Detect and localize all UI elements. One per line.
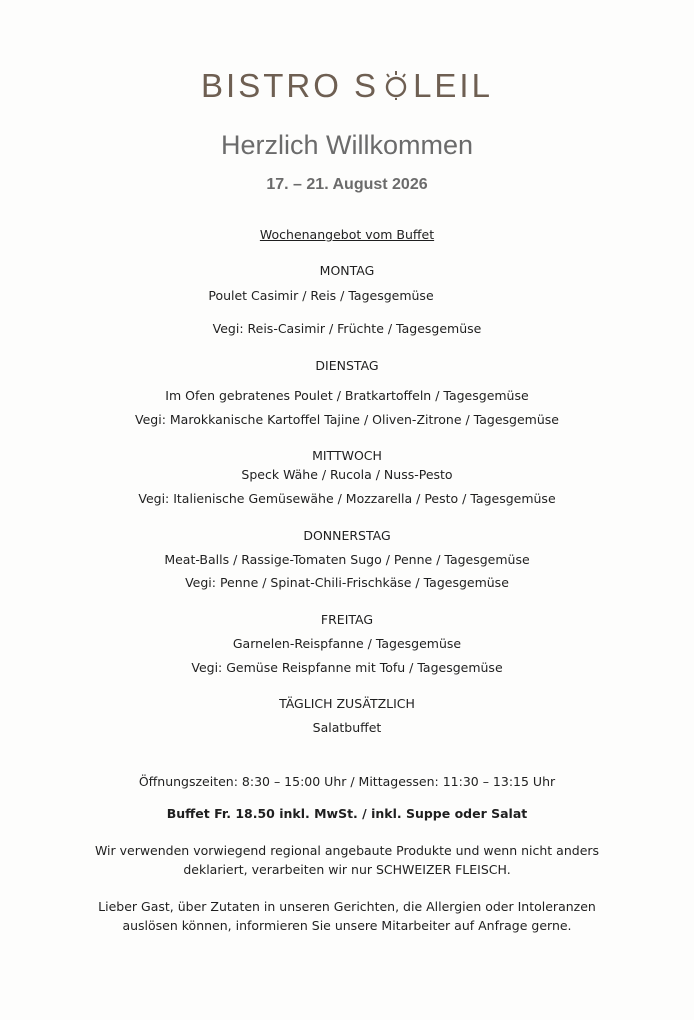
section-heading: Wochenangebot vom Buffet <box>259 227 435 242</box>
page-title: Herzlich Willkommen <box>220 130 474 160</box>
day-name-dienstag: DIENSTAG <box>315 358 379 373</box>
menu-item: Garnelen-Reispfanne / Tagesgemüse <box>232 636 462 651</box>
day-name-freitag: FREITAG <box>320 612 374 627</box>
day-name-mittwoch: MITTWOCH <box>312 448 382 463</box>
menu-item-vegi: Vegi: Reis-Casimir / Früchte / Tagesgemüse <box>212 321 482 336</box>
menu-item-vegi: Vegi: Italienische Gemüsewähe / Mozzarella / Pesto / Tagesgemüse <box>138 491 556 506</box>
menu-item: Salatbuffet <box>312 720 382 735</box>
buffet-price: Buffet Fr. 18.50 inkl. MwSt. / inkl. Suppe oder Salat <box>166 806 528 821</box>
origin-note-line-1: Wir verwenden vorwiegend regional angebaute Produkte und wenn nicht anders <box>94 843 600 858</box>
bistro-logo <box>0 66 694 106</box>
menu-item: Meat-Balls / Rassige-Tomaten Sugo / Penne / Tagesgemüse <box>164 552 530 567</box>
opening-hours: Öffnungszeiten: 8:30 – 15:00 Uhr / Mittagessen: 11:30 – 13:15 Uhr <box>138 774 556 789</box>
day-name-donnerstag: DONNERSTAG <box>303 528 391 543</box>
sun-icon <box>381 69 411 99</box>
day-name-taeglich: TÄGLICH ZUSÄTZLICH <box>279 696 415 711</box>
origin-note-line-2: deklariert, verarbeiten wir nur SCHWEIZER FLEISCH. <box>183 862 511 877</box>
menu-item: Speck Wähe / Rucola / Nuss-Pesto <box>241 467 453 482</box>
menu-item: Poulet Casimir / Reis / Tagesgemüse <box>208 288 434 303</box>
menu-item-vegi: Vegi: Penne / Spinat-Chili-Frischkäse / Tagesgemüse <box>185 575 509 590</box>
menu-item-vegi: Vegi: Marokkanische Kartoffel Tajine / Oliven-Zitrone / Tagesgemüse <box>135 412 559 427</box>
allergy-note-line-1: Lieber Gast, über Zutaten in unseren Gerichten, die Allergien oder Intoleranzen <box>98 899 596 914</box>
logo-text-left: BISTRO S <box>201 67 380 104</box>
menu-item-vegi: Vegi: Gemüse Reispfanne mit Tofu / Tagesgemüse <box>191 660 503 675</box>
logo-text-right: LEIL <box>413 67 493 104</box>
allergy-note-line-2: auslösen können, informieren Sie unsere Mitarbeiter auf Anfrage gerne. <box>122 918 572 933</box>
menu-item: Im Ofen gebratenes Poulet / Bratkartoffeln / Tagesgemüse <box>165 388 529 403</box>
day-name-montag: MONTAG <box>319 263 375 278</box>
date-range: 17. – 21. August 2026 <box>266 176 428 193</box>
